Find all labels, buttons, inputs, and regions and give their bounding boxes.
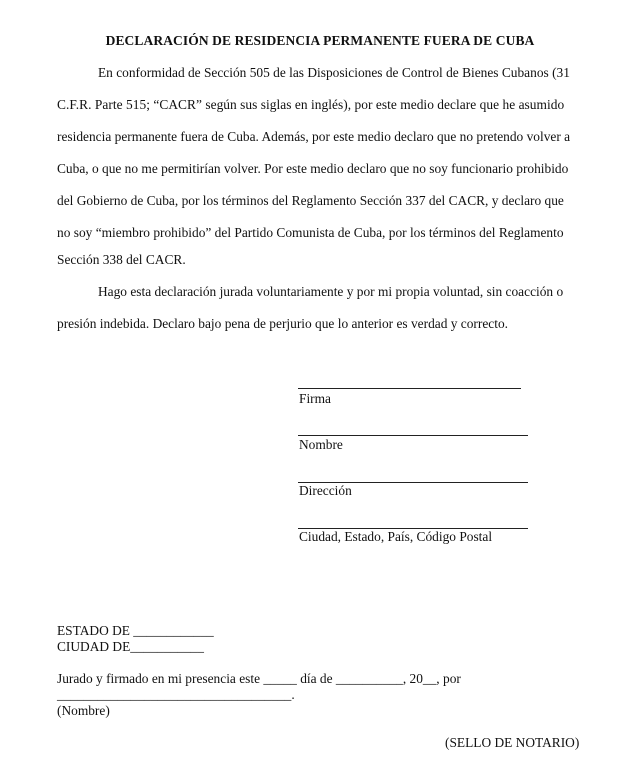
paragraph1-line-7: Sección 338 del CACR.	[57, 252, 186, 267]
ciudad-field: CIUDAD DE___________	[57, 639, 204, 654]
paragraph1-line-1: En conformidad de Sección 505 de las Disposiciones de Control de Bienes Cubanos (31	[98, 65, 570, 80]
paragraph1-line-4: Cuba, o que no me permitirían volver. Por este medio declaro que no soy funcionario prohibido	[57, 161, 569, 176]
nombre-caption: (Nombre)	[57, 703, 110, 718]
notary-seal-label: (SELLO DE NOTARIO)	[445, 735, 580, 750]
nombre-label: Nombre	[299, 437, 343, 452]
direccion-label: Dirección	[299, 483, 352, 498]
nombre-blank-line: ___________________________________.	[57, 687, 295, 702]
paragraph1-line-5: del Gobierno de Cuba, por los términos del Reglamento Sección 337 del CACR, y declaro que	[57, 193, 564, 208]
paragraph2-line-2: presión indebida. Declaro bajo pena de perjurio que lo anterior es verdad y correcto.	[57, 316, 509, 331]
jurado-line: Jurado y firmado en mi presencia este _____ día de __________, 20__, por	[57, 671, 461, 686]
paragraph1-line-2: C.F.R. Parte 515; “CACR” según sus siglas en inglés), por este medio declare que he asumido	[57, 97, 565, 112]
nombre-line[interactable]	[298, 435, 528, 436]
document-title: DECLARACIÓN DE RESIDENCIA PERMANENTE FUERA DE CUBA	[105, 33, 535, 48]
firma-label: Firma	[299, 391, 331, 406]
paragraph2-line-1: Hago esta declaración jurada voluntariamente y por mi propia voluntad, sin coacción o	[98, 284, 564, 299]
paragraph1-line-6: no soy “miembro prohibido” del Partido Comunista de Cuba, por los términos del Reglamento	[57, 225, 564, 240]
firma-line[interactable]	[298, 388, 521, 389]
estado-field: ESTADO DE ____________	[57, 623, 214, 638]
ciudad-label: Ciudad, Estado, País, Código Postal	[299, 529, 493, 544]
paragraph1-line-3: residencia permanente fuera de Cuba. Además, por este medio declaro que no pretendo volver a	[57, 129, 571, 144]
